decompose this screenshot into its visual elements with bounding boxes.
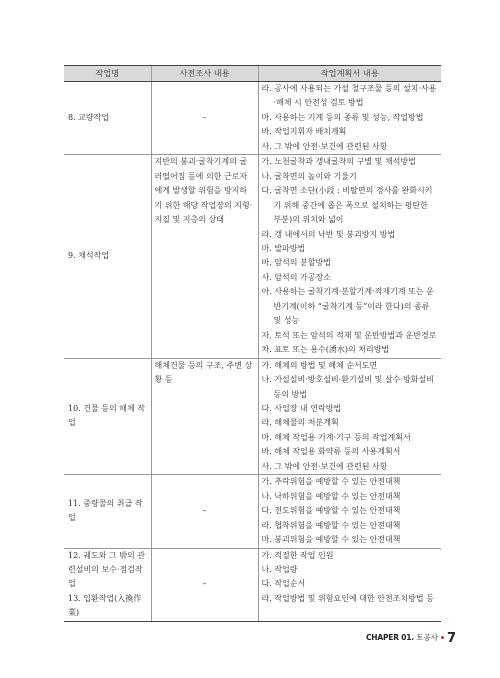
plan-item: 라. 공사에 사용되는 가설 철구조물 등의 설치·사용·해체 시 안전성 검토 방법 — [261, 84, 437, 108]
plan-item: 나. 굴착면의 높이와 기울기 — [261, 171, 357, 181]
bullet-dot-icon — [441, 636, 444, 639]
survey-cell: – — [151, 82, 258, 155]
plan-item: 다. 작업순서 — [261, 579, 306, 589]
plan-item: 차. 표토 또는 용수(湧水)의 처리방법 — [261, 345, 390, 355]
job-name-cell: 8. 교량작업 — [64, 82, 151, 155]
table-row — [64, 82, 441, 155]
table-row — [64, 155, 441, 358]
plan-item: 바. 작업지휘자 배치계획 — [261, 127, 347, 137]
table-row — [64, 548, 441, 621]
job-name-cell: 12. 궤도와 그 밖의 관련설비의 보수·점검작업 13. 입환작업(入換作業) — [64, 548, 151, 621]
survey-cell: 지반의 붕괴·굴착기계의 굴러떨어짐 등에 의한 근로자에게 발생할 위험을 방지하기 위한 해당 작업장의 지형·지질 및 지층의 상태 — [151, 155, 258, 358]
plan-item: 가. 적절한 작업 인원 — [261, 550, 334, 560]
plan-item: 바. 해체 작업용 화약류 등의 사용계획서 — [261, 447, 401, 457]
table-row — [64, 358, 441, 475]
plan-item: 자. 토석 또는 암석의 적재 및 운반방법과 운반경로 — [261, 330, 437, 340]
survey-cell: – — [151, 548, 258, 621]
plan-item: 사. 그 밖에 안전·보건에 관련된 사항 — [261, 461, 388, 471]
plan-cell — [258, 358, 441, 475]
job-name-cell: 9. 채석작업 — [64, 155, 151, 358]
plan-item: 나. 낙하위험을 예방할 수 있는 안전대책 — [261, 491, 401, 501]
plan-item: 라. 협착위험을 예방할 수 있는 안전대책 — [261, 520, 401, 530]
table-row — [64, 475, 441, 548]
plan-item: 가. 해체의 방법 및 해체 순서도면 — [261, 360, 378, 370]
plan-item: 다. 사업장 내 연락방법 — [261, 403, 342, 413]
header-survey: 사전조사 내용 — [151, 66, 258, 82]
plan-item: 바. 암석의 분할방법 — [261, 258, 331, 268]
plan-item: 나. 가설설비·방호설비·환기설비 및 살수·방화설비 등의 방법 — [261, 375, 434, 399]
job-name-cell: 11. 중량물의 취급 작업 — [64, 475, 151, 548]
plan-item: 마. 사용하는 기계 등의 종류 및 성능, 작업방법 — [261, 112, 424, 122]
header-job: 작업명 — [64, 66, 151, 82]
page-number: 7 — [447, 631, 457, 646]
plan-cell — [258, 82, 441, 155]
plan-cell — [258, 548, 441, 621]
plan-item: 라. 작업방법 및 위험요인에 대한 안전조치방법 등 — [261, 593, 434, 603]
page-footer — [366, 631, 456, 646]
work-plan-table — [64, 65, 441, 622]
plan-cell — [258, 475, 441, 548]
section-label: 토공사 — [416, 633, 439, 642]
plan-item: 사. 그 밖에 안전·보건에 관련된 사항 — [261, 141, 388, 151]
survey-cell: 해체건물 등의 구조, 주변 상황 등 — [151, 358, 258, 475]
plan-item: 가. 추락위험을 예방할 수 있는 안전대책 — [261, 477, 401, 487]
plan-item: 마. 해체 작업용 기계·기구 등의 작업계획서 — [261, 432, 411, 442]
document-page — [64, 65, 441, 622]
plan-cell — [258, 155, 441, 358]
plan-item: 다. 전도위험을 예방할 수 있는 안전대책 — [261, 506, 401, 516]
chapter-label: CHAPER 01. — [366, 633, 414, 642]
job-name-cell: 10. 건물 등의 해체 작업 — [64, 358, 151, 475]
plan-item: 마. 붕괴위험을 예방할 수 있는 안전대책 — [261, 535, 401, 545]
plan-item: 사. 암석의 가공장소 — [261, 272, 331, 282]
plan-item: 라. 갱 내에서의 낙반 및 붕괴방지 방법 — [261, 229, 396, 239]
plan-item: 라. 해체물의 처분계획 — [261, 418, 339, 428]
header-plan: 작업계획서 내용 — [258, 66, 441, 82]
survey-cell: – — [151, 475, 258, 548]
plan-item: 다. 굴착면 소단(小段 : 비탈면의 경사를 완화시키기 위해 중간에 좁은 폭으로 설치하는 평탄한 부분)의 위치와 넓이 — [261, 186, 433, 225]
plan-item: 가. 노천굴착과 갱내굴착의 구별 및 채석방법 — [261, 157, 416, 167]
plan-item: 나. 작업량 — [261, 564, 298, 574]
plan-item: 마. 발파방법 — [261, 243, 306, 253]
table-header-row — [64, 66, 441, 82]
plan-item: 아. 사용하는 굴착기계·분할기계·적재기계 또는 운반기계(이하 “굴착기계 등”이라 한다)의 종류 및 성능 — [261, 287, 434, 326]
